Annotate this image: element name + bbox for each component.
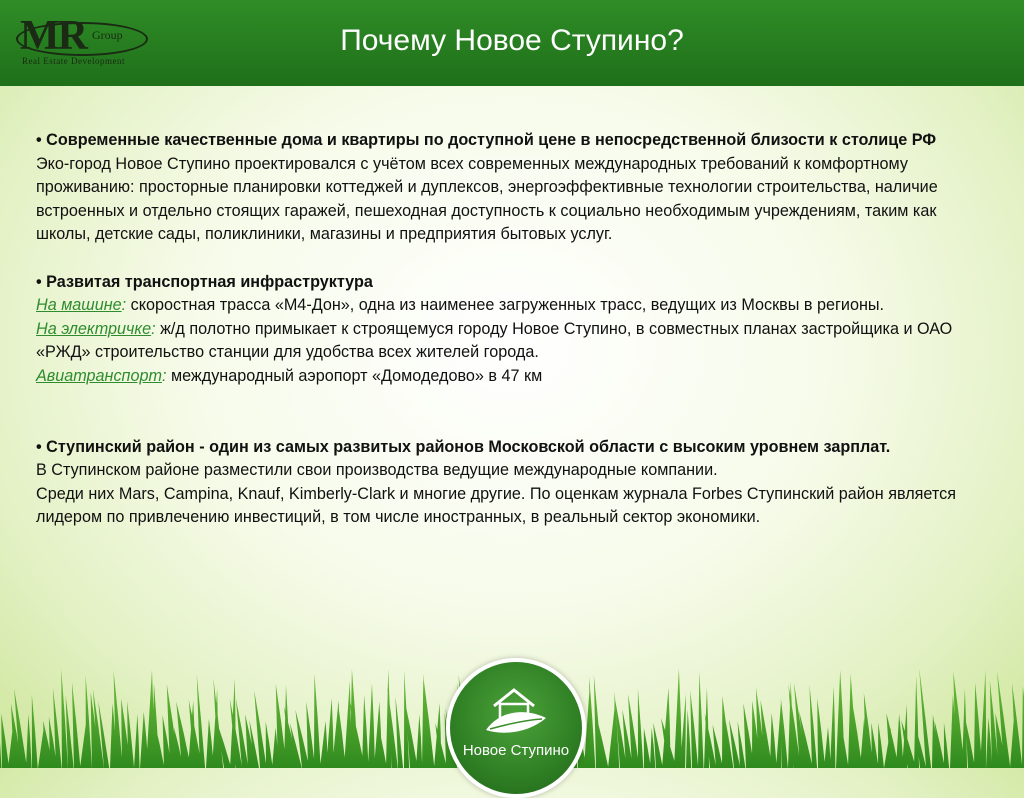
spacer — [36, 389, 966, 436]
transport-text-air: международный аэропорт «Домодедово» в 47 км — [166, 366, 543, 385]
page-title: Почему Новое Ступино? — [340, 24, 684, 57]
section-1-heading: • Современные качественные дома и квартиры по доступной цене в непосредственной близости к столице РФ — [36, 131, 937, 149]
transport-item-train — [36, 318, 966, 365]
label-colon: : — [151, 319, 156, 338]
slide-content — [36, 129, 966, 530]
house-leaf-icon — [480, 680, 552, 738]
transport-link-train[interactable]: На электричке — [36, 319, 152, 338]
section-1-body: Эко-город Новое Ступино проектировался с учётом всех современных международных требований к комфортному проживанию: просторные планировки коттеджей и дуплексов, энергоэффективные технологии строительства, наличие встроенных и отдельно стоящих гаражей, пешеходная доступность к социально необходимым учреждениям, таким как школы, детские сады, поликлиники, магазины и предприятия бытовых услуг. — [36, 154, 938, 244]
section-2-heading: • Развитая транспортная инфраструктура — [36, 272, 373, 291]
label-colon: : — [121, 296, 127, 315]
novoe-stupino-badge — [446, 658, 586, 798]
section-3-body-1: В Ступинском районе разместили свои производства ведущие международные компании. — [36, 461, 718, 480]
transport-link-car[interactable]: На машине — [36, 296, 122, 315]
logo-subtitle: Real Estate Development — [22, 56, 125, 66]
transport-item-car — [36, 294, 966, 318]
transport-link-air[interactable]: Авиатранспорт — [36, 366, 162, 385]
label-colon: : — [161, 366, 167, 385]
logo-group-text: Group — [92, 28, 123, 42]
transport-text-train: ж/д полотно примыкает к строящемуся городу Новое Ступино, в совместных планах застройщика и ОАО «РЖД» строительство станции для удобства всех жителей города. — [36, 319, 953, 362]
spacer — [36, 247, 966, 271]
section-3-heading: • Ступинский район - один из самых развитых районов Московской области с высоким уровнем зарплат. — [36, 437, 891, 456]
badge-label: Новое Ступино — [462, 742, 570, 759]
header-bar — [0, 0, 1024, 86]
logo-mark: MR — [20, 13, 86, 59]
transport-text-car: скоростная трасса «М4-Дон», одна из наименее загруженных трасс, ведущих из Москвы в регионы. — [126, 296, 885, 315]
transport-item-air — [36, 365, 966, 389]
section-3-body-2: Среди них Mars, Campina, Knauf, Kimberly-Clark и многие другие. По оценкам журнала Forbes Ступинский район является лидером по привлечению инвестиций, в том числе иностранных, в реальный сектор экономики. — [36, 484, 956, 527]
